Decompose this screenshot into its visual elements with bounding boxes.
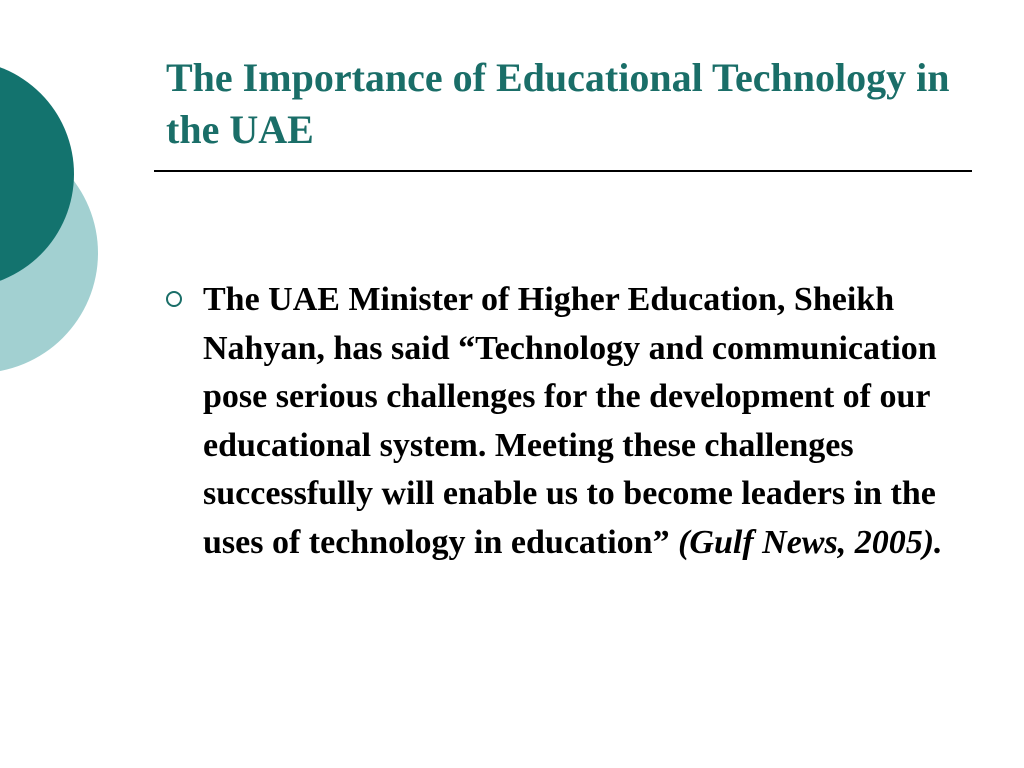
bullet-item [166, 276, 966, 567]
bullet-text [203, 281, 943, 561]
bullet-list [166, 276, 966, 567]
quote-text: The UAE Minister of Higher Education, Sheikh Nahyan, has said “Technology and communication pose serious challenges for the development of our educational system. Meeting these challenges successfully will enable us to become leaders in the uses of technology in education” [203, 281, 937, 561]
citation: (Gulf News, 2005). [678, 523, 943, 561]
hollow-circle-bullet-icon [166, 291, 182, 307]
decorative-circles [0, 0, 120, 420]
title-divider [154, 170, 972, 172]
slide-title: The Importance of Educational Technology in the UAE [166, 55, 950, 152]
